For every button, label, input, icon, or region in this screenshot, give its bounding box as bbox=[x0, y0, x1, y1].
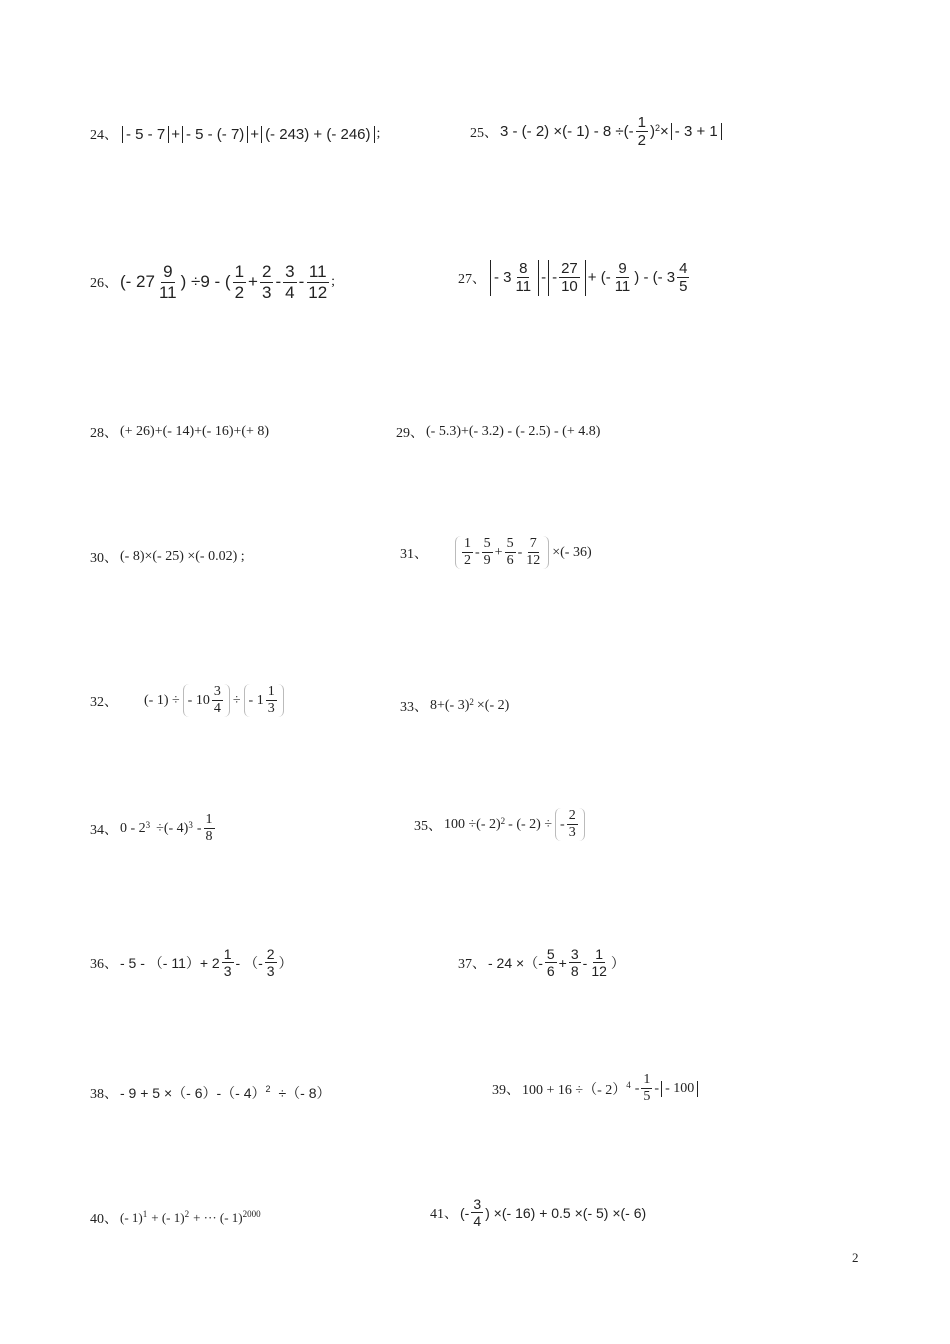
expression: (- 27 $\frac{9}{11}$ ) ÷9 - ( $\frac{1}{2}$ + $\frac{2}{3}$ - $\frac{3}{4}$ - $\frac{11}{12}$ ; bbox=[120, 262, 336, 302]
problem-label: 34、 bbox=[90, 822, 118, 838]
problem-label: 28、 bbox=[90, 426, 118, 441]
expression: (- 5.3)+(- 3.2) - (- 2.5) - (+ 4.8) bbox=[426, 424, 601, 439]
problem-label: 30、 bbox=[90, 551, 118, 566]
expression: - 5 - 7 + - 5 - (- 7) + (- 243) + (- 246) ; bbox=[120, 126, 380, 143]
problem-label: 26、 bbox=[90, 276, 118, 292]
problem-38 bbox=[90, 1083, 331, 1103]
expression: - 24 ×（- $\frac{5}{6}$ + $\frac{3}{8}$ - $\frac{1}{12}$ ） bbox=[488, 946, 625, 980]
expression: (- 1) $^1$ + (- 1) $^2$ + ··· (- 1) $^{2000}$ bbox=[120, 1209, 261, 1225]
problem-label: 24、 bbox=[90, 128, 118, 143]
problem-label: 35、 bbox=[414, 818, 442, 834]
problem-35 bbox=[414, 808, 588, 841]
problem-label: 36、 bbox=[90, 956, 118, 972]
expression: 0 - 2 $^3$ ÷(- 4) $^3$ - $\frac{1}{8}$ bbox=[120, 812, 213, 845]
problem-33 bbox=[400, 696, 509, 716]
expression: $\frac{1}{2}$ - $\frac{5}{9}$ + $\frac{5}{6}$ - $\frac{7}{12}$ ×(- 36) bbox=[452, 536, 592, 569]
problem-label: 32、 bbox=[90, 694, 118, 710]
fraction: $\frac{1}{2}$ bbox=[637, 114, 646, 150]
expression: 3 - (- 2) ×(- 1) - 8 ÷(- $\frac{1}{2}$ ) $^2$ × - 3 + 1 bbox=[500, 114, 724, 150]
expression: - 9 + 5 ×（- 6）-（- 4） $^2$ ÷（- 8） bbox=[120, 1084, 331, 1101]
problem-label: 29、 bbox=[396, 426, 424, 441]
problem-label: 39、 bbox=[492, 1082, 520, 1098]
problem-41 bbox=[430, 1196, 646, 1229]
expression: - 5 - （- 11）+ 2 $\frac{1}{3}$ - （- $\frac{2}{3}$ ） bbox=[120, 946, 293, 980]
expression: 100 + 16 ÷（- 2） $^4$ - $\frac{1}{5}$ - - 100 bbox=[522, 1072, 700, 1105]
problem-29 bbox=[396, 422, 600, 442]
problem-label: 38、 bbox=[90, 1087, 118, 1102]
problem-label: 37、 bbox=[458, 956, 486, 972]
problem-label: 27、 bbox=[458, 271, 486, 287]
expression: - 3 $\frac{8}{11}$ - - $\frac{27}{10}$ + (- $\frac{9}{11}$ ) - (- 3 $\frac{4}{5}$ bbox=[488, 260, 691, 296]
problem-26 bbox=[90, 262, 335, 302]
problem-32 bbox=[90, 684, 287, 717]
problem-label: 33、 bbox=[400, 700, 428, 715]
expression: (- 1) ÷ - 10 $\frac{3}{4}$ ÷ - 1 $\frac{1}{3}$ bbox=[144, 684, 287, 717]
problem-label: 40、 bbox=[90, 1212, 118, 1227]
problem-36 bbox=[90, 946, 293, 979]
expression: (+ 26)+(- 14)+(- 16)+(+ 8) bbox=[120, 424, 270, 439]
problem-40 bbox=[90, 1208, 261, 1228]
problem-24 bbox=[90, 124, 380, 144]
expression: 100 ÷(- 2) $^2$ - (- 2) ÷ - $\frac{2}{3}$ bbox=[444, 808, 588, 841]
expression: 8+(- 3) $^2$ ×(- 2) bbox=[430, 697, 510, 713]
problem-28 bbox=[90, 422, 269, 442]
problem-label: 25、 bbox=[470, 125, 498, 141]
problem-30 bbox=[90, 547, 245, 567]
expression: (- $\frac{3}{4}$ ) ×(- 16) + 0.5 ×(- 5) ×(- 6) bbox=[460, 1196, 647, 1230]
problem-39 bbox=[492, 1072, 700, 1105]
problem-label: 41、 bbox=[430, 1206, 458, 1222]
problem-34 bbox=[90, 812, 217, 845]
problem-31 bbox=[400, 536, 592, 569]
problem-25 bbox=[470, 114, 724, 150]
problem-label: 31、 bbox=[400, 546, 428, 562]
expression: (- 8)×(- 25) ×(- 0.02) ; bbox=[120, 549, 245, 564]
problem-27 bbox=[458, 260, 691, 296]
page-number: 2 bbox=[852, 1250, 859, 1265]
problem-37 bbox=[458, 946, 625, 979]
